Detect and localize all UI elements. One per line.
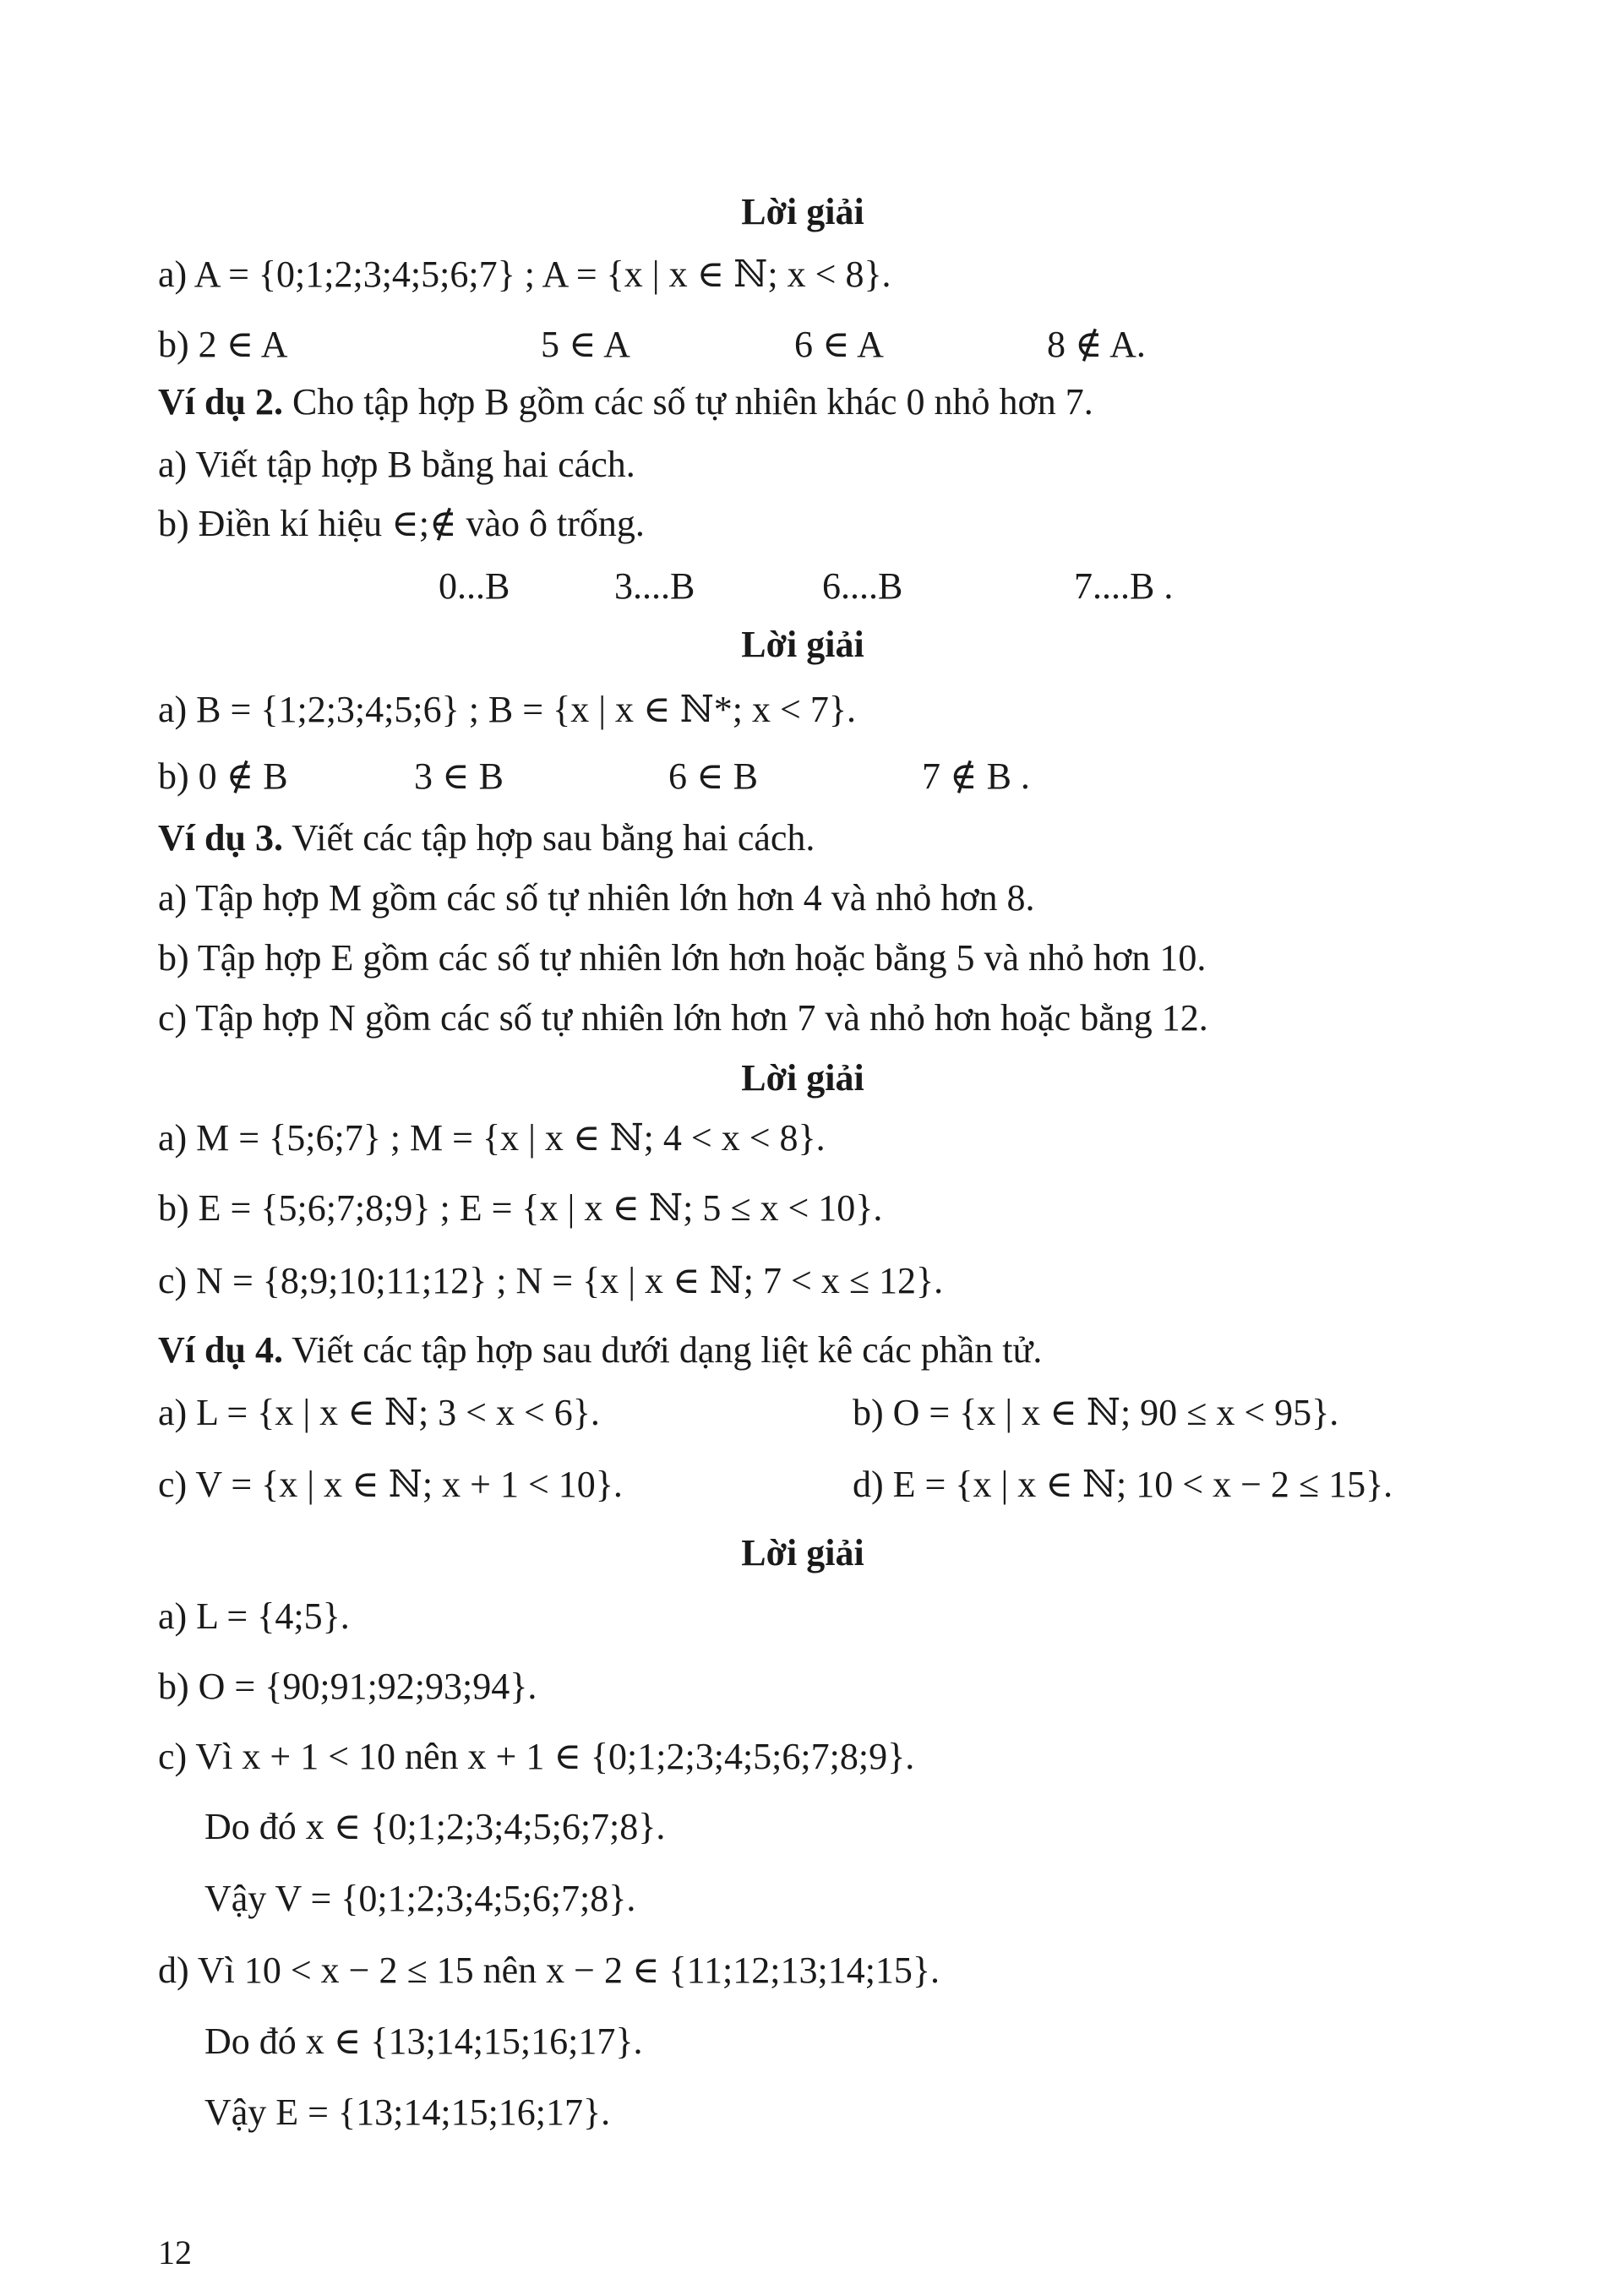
question-a: a) Viết tập hợp B bằng hai cách.: [158, 444, 635, 485]
question-b: b) Điền kí hiệu ∈;∉ vào ô trống.: [158, 503, 645, 544]
solution-b-3: 6 ∈ B: [668, 755, 758, 797]
example-2-statement: [158, 379, 1093, 426]
solution-a: a) A = {0;1;2;3;4;5;6;7} ; A = {x | x ∈ ℕ; x < 8}.: [158, 254, 891, 295]
blank-2: 3....B: [614, 565, 695, 607]
question-a: a) Tập hợp M gồm các số tự nhiên lớn hơn 4 và nhỏ hơn 8.: [158, 877, 1035, 919]
solution-heading: Lời giải: [741, 1532, 864, 1573]
solution-b: b) E = {5;6;7;8;9} ; E = {x | x ∈ ℕ; 5 ≤ x < 10}.: [158, 1187, 883, 1229]
solution-b-1: b) 0 ∉ B: [158, 755, 288, 797]
example-3-statement: [158, 815, 815, 862]
question-b: b) O = {x | x ∈ ℕ; 90 ≤ x < 95}.: [853, 1392, 1339, 1433]
question-c: c) V = {x | x ∈ ℕ; x + 1 < 10}.: [158, 1464, 623, 1505]
solution-d-step-3: Vậy E = {13;14;15;16;17}.: [204, 2091, 611, 2133]
solution-b-2: 5 ∈ A: [541, 324, 630, 365]
solution-a: a) M = {5;6;7} ; M = {x | x ∈ ℕ; 4 < x < 8}.: [158, 1117, 826, 1159]
example-label: Ví dụ 4.: [158, 1329, 283, 1371]
solution-b-2: 3 ∈ B: [414, 755, 504, 797]
example-4-statement: [158, 1327, 1042, 1374]
blank-1: 0...B: [439, 565, 510, 607]
question-b: b) Tập hợp E gồm các số tự nhiên lớn hơn hoặc bằng 5 và nhỏ hơn 10.: [158, 937, 1207, 979]
example-text: Viết các tập hợp sau dưới dạng liệt kê các phần tử.: [282, 1329, 1043, 1371]
solution-c-step-2: Do đó x ∈ {0;1;2;3;4;5;6;7;8}.: [204, 1806, 666, 1847]
solution-b-1: b) 2 ∈ A: [158, 324, 288, 365]
solution-b: b) O = {90;91;92;93;94}.: [158, 1666, 537, 1707]
solution-c: c) N = {8;9;10;11;12} ; N = {x | x ∈ ℕ; 7 < x ≤ 12}.: [158, 1260, 944, 1301]
question-d: d) E = {x | x ∈ ℕ; 10 < x − 2 ≤ 15}.: [853, 1464, 1393, 1505]
blank-4: 7....B .: [1074, 565, 1174, 607]
solution-b-4: 8 ∉ A.: [1047, 324, 1146, 365]
solution-d-step-1: d) Vì 10 < x − 2 ≤ 15 nên x − 2 ∈ {11;12;13;14;15}.: [158, 1950, 940, 1991]
solution-c-step-1: c) Vì x + 1 < 10 nên x + 1 ∈ {0;1;2;3;4;5;6;7;8;9}.: [158, 1736, 915, 1777]
example-text: Cho tập hợp B gồm các số tự nhiên khác 0 nhỏ hơn 7.: [282, 381, 1093, 423]
solution-c-step-3: Vậy V = {0;1;2;3;4;5;6;7;8}.: [204, 1878, 636, 1919]
example-text: Viết các tập hợp sau bằng hai cách.: [282, 817, 815, 859]
page-number: 12: [158, 2233, 192, 2271]
solution-heading: Lời giải: [741, 624, 864, 665]
solution-heading: Lời giải: [741, 1057, 864, 1099]
solution-b-3: 6 ∈ A: [794, 324, 884, 365]
solution-a: a) B = {1;2;3;4;5;6} ; B = {x | x ∈ ℕ*; x < 7}.: [158, 689, 856, 730]
solution-b-4: 7 ∉ B .: [922, 755, 1030, 797]
blank-3: 6....B: [822, 565, 903, 607]
solution-d-step-2: Do đó x ∈ {13;14;15;16;17}.: [204, 2021, 643, 2062]
question-c: c) Tập hợp N gồm các số tự nhiên lớn hơn 7 và nhỏ hơn hoặc bằng 12.: [158, 997, 1208, 1039]
example-label: Ví dụ 3.: [158, 817, 283, 859]
question-a: a) L = {x | x ∈ ℕ; 3 < x < 6}.: [158, 1392, 600, 1433]
solution-a: a) L = {4;5}.: [158, 1595, 350, 1637]
example-label: Ví dụ 2.: [158, 381, 283, 423]
solution-heading: Lời giải: [741, 191, 864, 232]
